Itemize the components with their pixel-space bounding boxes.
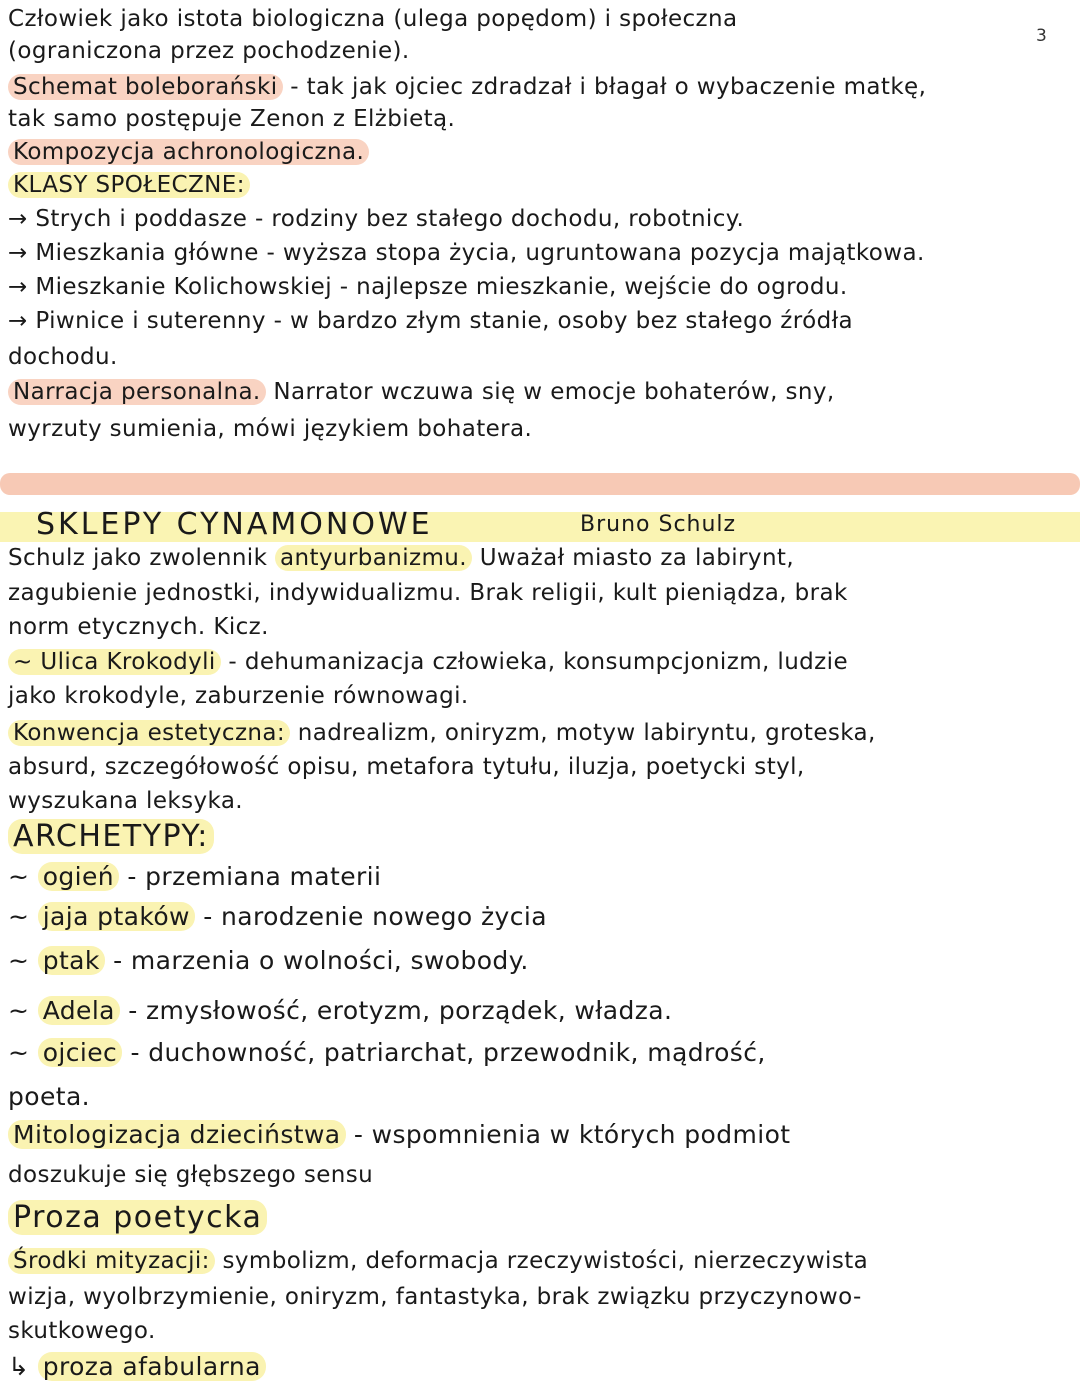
note-line: dochodu. <box>8 344 118 370</box>
note-line: absurd, szczegółowość opisu, metafora tytułu, iluzja, poetycki styl, <box>8 754 805 780</box>
intro-pre: Schulz jako zwolennik <box>8 545 276 571</box>
konwencja-term: Konwencja estetyczna: <box>8 720 290 746</box>
archetyp-term: ptak <box>38 946 105 975</box>
srodki-term: Środki mityzacji: <box>8 1248 215 1274</box>
archetyp-term: ojciec <box>38 1038 122 1067</box>
klasy-heading-text: KLASY SPOŁECZNE: <box>8 172 250 198</box>
ulica-line <box>8 647 848 677</box>
note-line: (ograniczona przez pochodzenie). <box>8 38 410 64</box>
srodki-def: symbolizm, deformacja rzeczywistości, nierzeczywista <box>214 1248 869 1274</box>
archetyp-term: ogień <box>38 862 119 891</box>
archetyp-item: ~ jaja ptaków - narodzenie nowego życia <box>8 902 547 931</box>
mitologizacja-term: Mitologizacja dzieciństwa <box>8 1120 346 1149</box>
archetypy-heading <box>8 819 214 854</box>
archetyp-item: ~ ptak - marzenia o wolności, swobody. <box>8 946 529 975</box>
kompozycja-term: Kompozycja achronologiczna. <box>8 139 369 165</box>
archetyp-def: - przemiana materii <box>119 862 382 891</box>
archetyp-def: - marzenia o wolności, swobody. <box>104 946 529 975</box>
konwencja-def: nadrealizm, oniryzm, motyw labiryntu, groteska, <box>290 720 876 746</box>
afabularna-term: proza afabularna <box>38 1352 266 1381</box>
srodki-line <box>8 1246 868 1276</box>
note-line: wyszukana leksyka. <box>8 788 244 814</box>
return-arrow-icon: ↳ <box>8 1352 38 1381</box>
note-line: doszukuje się głębszego sensu <box>8 1162 374 1188</box>
schemat-line <box>8 72 926 102</box>
archetyp-item: ~ ojciec - duchowność, patriarchat, przewodnik, mądrość, <box>8 1038 766 1067</box>
archetyp-def: - duchowność, patriarchat, przewodnik, mądrość, <box>122 1038 766 1067</box>
schemat-term: Schemat boleborański <box>8 74 283 100</box>
archetyp-def: - zmysłowość, erotyzm, porządek, władza. <box>119 996 673 1025</box>
page-number: 3 <box>1036 26 1047 46</box>
narracja-line <box>8 377 835 407</box>
note-line: Człowiek jako istota biologiczna (ulega popędom) i społeczna <box>8 6 738 32</box>
antyurbanizm-term: antyurbanizmu. <box>275 545 472 571</box>
afabularna-line <box>8 1352 266 1382</box>
klasy-heading <box>8 170 250 200</box>
klasy-item: → Mieszkanie Kolichowskiej - najlepsze mieszkanie, wejście do ogrodu. <box>8 274 848 300</box>
kompozycja-line <box>8 137 369 167</box>
note-line: zagubienie jednostki, indywidualizmu. Brak religii, kult pieniądza, brak <box>8 580 848 606</box>
archetyp-item: ~ Adela - zmysłowość, erotyzm, porządek, władza. <box>8 996 673 1025</box>
note-line: jako krokodyle, zaburzenie równowagi. <box>8 683 469 709</box>
mitologizacja-def: - wspomnienia w których podmiot <box>345 1120 791 1149</box>
archetyp-term: jaja ptaków <box>38 902 195 931</box>
archetyp-def: - narodzenie nowego życia <box>194 902 547 931</box>
section-divider <box>0 473 1080 495</box>
intro-line <box>8 543 794 573</box>
konwencja-line <box>8 718 876 748</box>
archetypy-heading-text: ARCHETYPY: <box>8 819 214 854</box>
note-line: poeta. <box>8 1082 91 1111</box>
note-line: wyrzuty sumienia, mówi językiem bohatera. <box>8 416 533 442</box>
section-title: SKLEPY CYNAMONOWE <box>36 507 433 542</box>
proza-term: Proza poetycka <box>8 1200 267 1235</box>
klasy-item: → Strych i poddasze - rodziny bez stałego dochodu, robotnicy. <box>8 206 745 232</box>
note-line: wizja, wyolbrzymienie, oniryzm, fantastyka, brak związku przyczynowo- <box>8 1284 862 1310</box>
schemat-def: - tak jak ojciec zdradzał i błagał o wybaczenie matkę, <box>282 74 927 100</box>
ulica-term: ~ Ulica Krokodyli <box>8 649 221 675</box>
klasy-item: → Piwnice i suterenny - w bardzo złym stanie, osoby bez stałego źródła <box>8 308 854 334</box>
note-line: skutkowego. <box>8 1318 156 1344</box>
archetyp-item: ~ ogień - przemiana materii <box>8 862 382 891</box>
intro-post: Uważał miasto za labirynt, <box>471 545 795 571</box>
narracja-def: Narrator wczuwa się w emocje bohaterów, sny, <box>265 379 835 405</box>
archetyp-term: Adela <box>38 996 120 1025</box>
ulica-def: - dehumanizacja człowieka, konsumpcjonizm, ludzie <box>220 649 848 675</box>
mitologizacja-line <box>8 1120 790 1150</box>
klasy-item: → Mieszkania główne - wyższa stopa życia, ugruntowana pozycja majątkowa. <box>8 240 925 266</box>
note-line: tak samo postępuje Zenon z Elżbietą. <box>8 106 456 132</box>
note-line: norm etycznych. Kicz. <box>8 614 269 640</box>
author: Bruno Schulz <box>580 512 737 537</box>
narracja-term: Narracja personalna. <box>8 379 266 405</box>
proza-line <box>8 1200 267 1235</box>
